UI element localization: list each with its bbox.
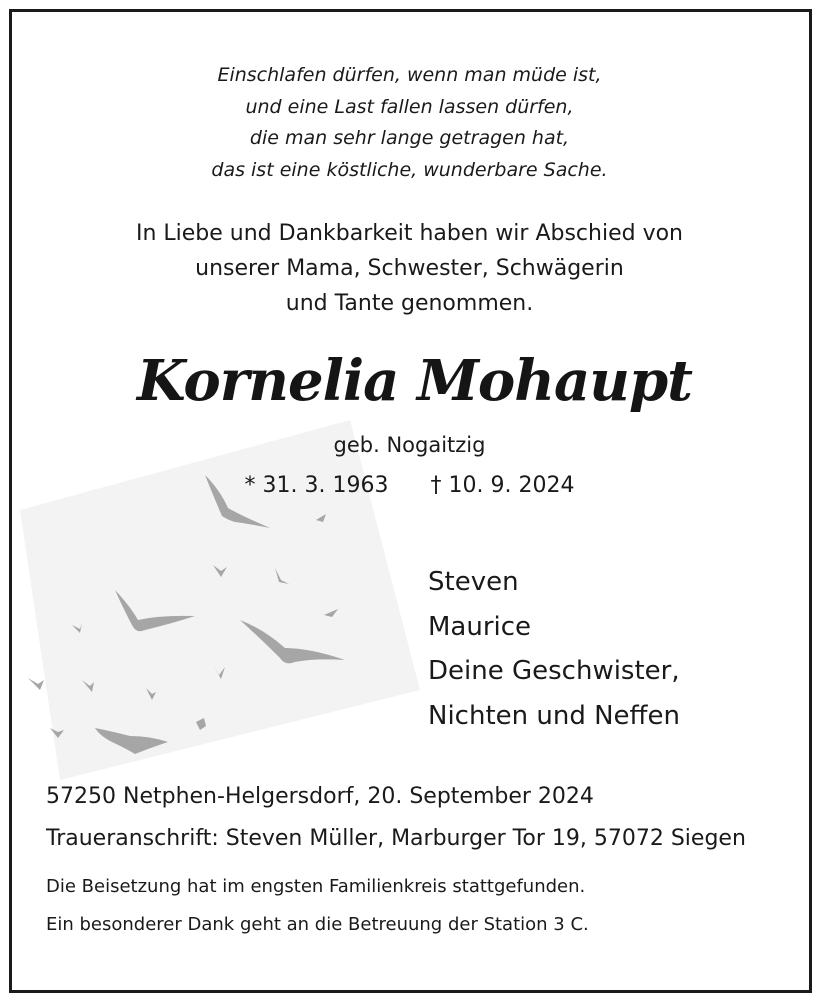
place-date-line <box>46 784 594 809</box>
zip-code: 57250 <box>46 784 116 809</box>
intro-line: und Tante genommen. <box>285 291 534 316</box>
poem-line: und eine Last fallen lassen dürfen, <box>245 95 574 118</box>
mourner-name: Deine Geschwister, <box>428 656 680 686</box>
intro-text <box>0 216 819 321</box>
birth-date: * 31. 3. 1963 <box>244 473 389 498</box>
mourner-name: Nichten und Neffen <box>428 700 680 731</box>
burial-note: Die Beisetzung hat im engsten Familienkreis stattgefunden. <box>46 876 586 897</box>
thanks-note: Ein besonderer Dank geht an die Betreuung der Station 3 C. <box>46 914 589 935</box>
intro-line: unserer Mama, Schwester, Schwägerin <box>195 256 624 281</box>
maiden-name: geb. Nogaitzig <box>333 433 486 457</box>
mourner-name: Steven <box>428 567 519 597</box>
death-date: † 10. 9. 2024 <box>430 473 575 498</box>
mourners-list <box>428 560 680 738</box>
deceased-name: Kornelia Mohaupt <box>136 348 693 414</box>
poem-line: die man sehr lange getragen hat, <box>249 127 570 149</box>
poem-line: Einschlafen dürfen, wenn man müde ist, <box>217 64 602 86</box>
notice-date: 20. September 2024 <box>367 784 594 809</box>
life-dates <box>0 473 819 498</box>
address-text: Steven Müller, Marburger Tor 19, 57072 Siegen <box>225 826 746 851</box>
intro-line: In Liebe und Dankbarkeit haben wir Abschied von <box>135 221 684 246</box>
poem <box>0 60 819 186</box>
town: Netphen-Helgersdorf, <box>123 784 361 809</box>
address-label: Traueranschrift: <box>46 826 219 851</box>
mourning-address <box>46 826 746 851</box>
poem-line: das ist eine köstliche, wunderbare Sache. <box>211 158 608 181</box>
mourner-name: Maurice <box>428 611 532 642</box>
